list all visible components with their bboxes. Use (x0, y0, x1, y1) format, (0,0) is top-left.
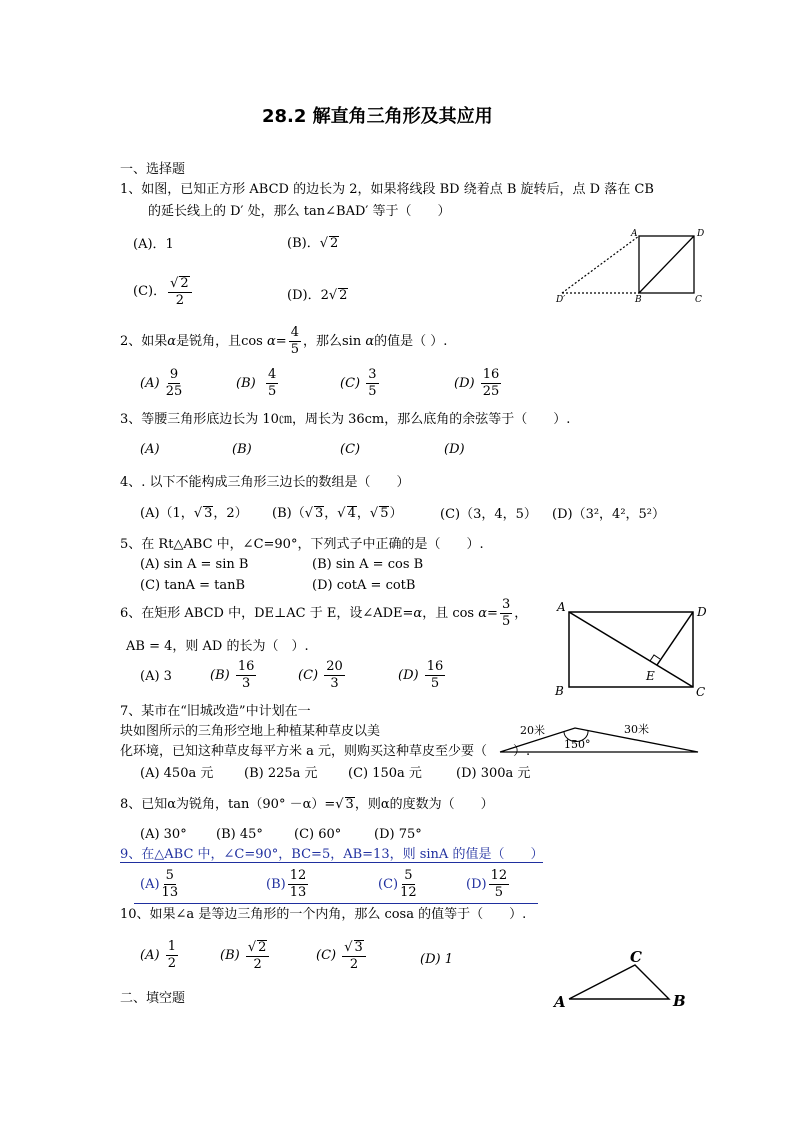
q6-option-a: (A) 3 (140, 669, 172, 684)
q10-option-d: (D) 1 (420, 952, 453, 967)
label-e: E (646, 669, 655, 683)
q3-option-a: (A) (140, 442, 160, 457)
triangle-abc-figure (552, 946, 692, 1010)
q5-option-c: (C) tanA = tanB (140, 578, 246, 593)
question-6-line2: AB = 4，则 AD 的长为（ ）. (126, 639, 309, 654)
q10-option-a: (A) $\frac{1}{2}$ (140, 939, 176, 971)
q4-option-a: (A)（1，√ 3，2） (140, 506, 248, 521)
q6-option-c: (C) $\frac{20}{3}$ (298, 659, 343, 691)
q8-option-b: (B) 45° (216, 827, 263, 842)
label-b: B (673, 992, 686, 1010)
q10-option-b: (B) $\frac{√ 2}{2}$ (220, 940, 271, 972)
q5-option-d: (D) cotA = cotB (312, 578, 416, 593)
question-3: 3、等腰三角形底边长为 10㎝，周长为 36cm，那么底角的余弦等于（ ）. (120, 412, 571, 427)
q1-option-d: (D)．2√ 2 (287, 288, 348, 303)
label-a: A (554, 993, 566, 1010)
square-abcd-figure (550, 222, 720, 308)
q9-options-row (134, 867, 538, 904)
label-20m: 20米 (520, 724, 545, 737)
q1-option-c: (C)． $\frac{√ 2}{2}$ (133, 276, 194, 308)
label-a: A (631, 229, 638, 239)
label-c: C (696, 685, 706, 699)
q9-option-a: (A) $\frac{5}{13}$ (140, 868, 179, 900)
q9-option-c: (C) $\frac{5}{12}$ (378, 868, 417, 900)
q2-option-b: (B) $\frac{4}{5}$ (236, 367, 277, 399)
question-8: 8、已知α为锐角，tan（90° －α）=√ 3，则α的度数为（ ） (120, 797, 494, 812)
question-10: 10、如果∠a 是等边三角形的一个内角，那么 cosa 的值等于（ ）. (120, 907, 527, 922)
q9-option-b: (B) $\frac{12}{13}$ (266, 868, 307, 900)
q5-option-a: (A) sin A = sin B (140, 557, 249, 572)
q7-option-c: (C) 150a 元 (348, 766, 422, 781)
rectangle-abcd-figure (552, 598, 722, 702)
question-4: 4、. 以下不能构成三角形三边长的数组是（ ） (120, 475, 410, 490)
label-b: B (635, 295, 642, 305)
label-d: D (697, 229, 705, 239)
question-6-line1: 6、在矩形 ABCD 中，DE⊥AC 于 E，设∠ADE= α ，且 cos α = $\frac{3}{5}$ ， (120, 597, 528, 629)
q3-option-d: (D) (444, 442, 465, 457)
triangle-150-figure (498, 718, 704, 758)
q1-option-a: (A)．1 (133, 237, 174, 252)
q6-option-d: (D) $\frac{16}{5}$ (398, 659, 444, 691)
question-1-line1: 1、如图，已知正方形 ABCD 的边长为 2，如果将线段 BD 绕着点 B 旋转后，点 D 落在 CB (120, 182, 654, 197)
label-b: B (555, 684, 564, 698)
q7-option-a: (A) 450a 元 (140, 766, 214, 781)
section-heading-fill: 二、填空题 (120, 991, 186, 1006)
label-30m: 30米 (624, 723, 649, 736)
q7-option-b: (B) 225a 元 (244, 766, 318, 781)
label-c: C (695, 295, 702, 305)
label-150-deg: 150° (564, 738, 591, 751)
question-9: 9、在△ABC 中，∠C=90°，BC=5，AB=13，则 sinA 的值是（ ） (120, 847, 544, 862)
label-d: D (697, 605, 707, 619)
question-1-line2: 的延长线上的 D′ 处，那么 tan∠BAD′ 等于（ ） (148, 204, 451, 219)
q4-option-b: (B)（√ 3，√ 4，√ 5） (272, 506, 403, 521)
q3-option-c: (C) (340, 442, 361, 457)
question-5: 5、在 Rt△ABC 中，∠C=90°，下列式子中正确的是（ ）. (120, 537, 484, 552)
q5-option-b: (B) sin A = cos B (312, 557, 424, 572)
question-7-line2: 块如图所示的三角形空地上种植某种草皮以美 (120, 724, 381, 739)
q2-option-c: (C) $\frac{3}{5}$ (340, 367, 377, 399)
label-c: C (630, 948, 642, 966)
page-title: 28.2 解直角三角形及其应用 (262, 106, 493, 127)
label-a: A (557, 600, 566, 614)
q7-option-d: (D) 300a 元 (456, 766, 531, 781)
q8-option-c: (C) 60° (294, 827, 342, 842)
q8-option-d: (D) 75° (374, 827, 422, 842)
q8-option-a: (A) 30° (140, 827, 187, 842)
q2-option-a: (A) $\frac{9}{25}$ (140, 367, 183, 399)
q10-option-c: (C) $\frac{√ 3}{2}$ (316, 940, 368, 972)
q9-option-d: (D) $\frac{12}{5}$ (466, 868, 508, 900)
question-2: 2、如果 α 是锐角，且 cos α = $\frac{4}{5}$ ，那么 sin α 的值是（ ）. (120, 325, 448, 357)
q4-option-d: (D)（3²，4²，5²） (552, 507, 666, 522)
q6-option-b: (B) $\frac{16}{3}$ (210, 659, 255, 691)
section-heading-choice: 一、选择题 (120, 162, 186, 177)
q3-option-b: (B) (232, 442, 252, 457)
question-7-line3: 化环境，已知这种草皮每平方米 a 元，则购买这种草皮至少要（ ）. (120, 744, 531, 759)
label-d-prime: D′ (556, 295, 566, 305)
question-7-line1: 7、某市在“旧城改造”中计划在一 (120, 704, 311, 719)
q2-option-d: (D) $\frac{16}{25}$ (454, 367, 500, 399)
q4-option-c: (C)（3，4，5） (440, 507, 537, 522)
q1-option-b: (B)．√ 2 (287, 236, 339, 251)
